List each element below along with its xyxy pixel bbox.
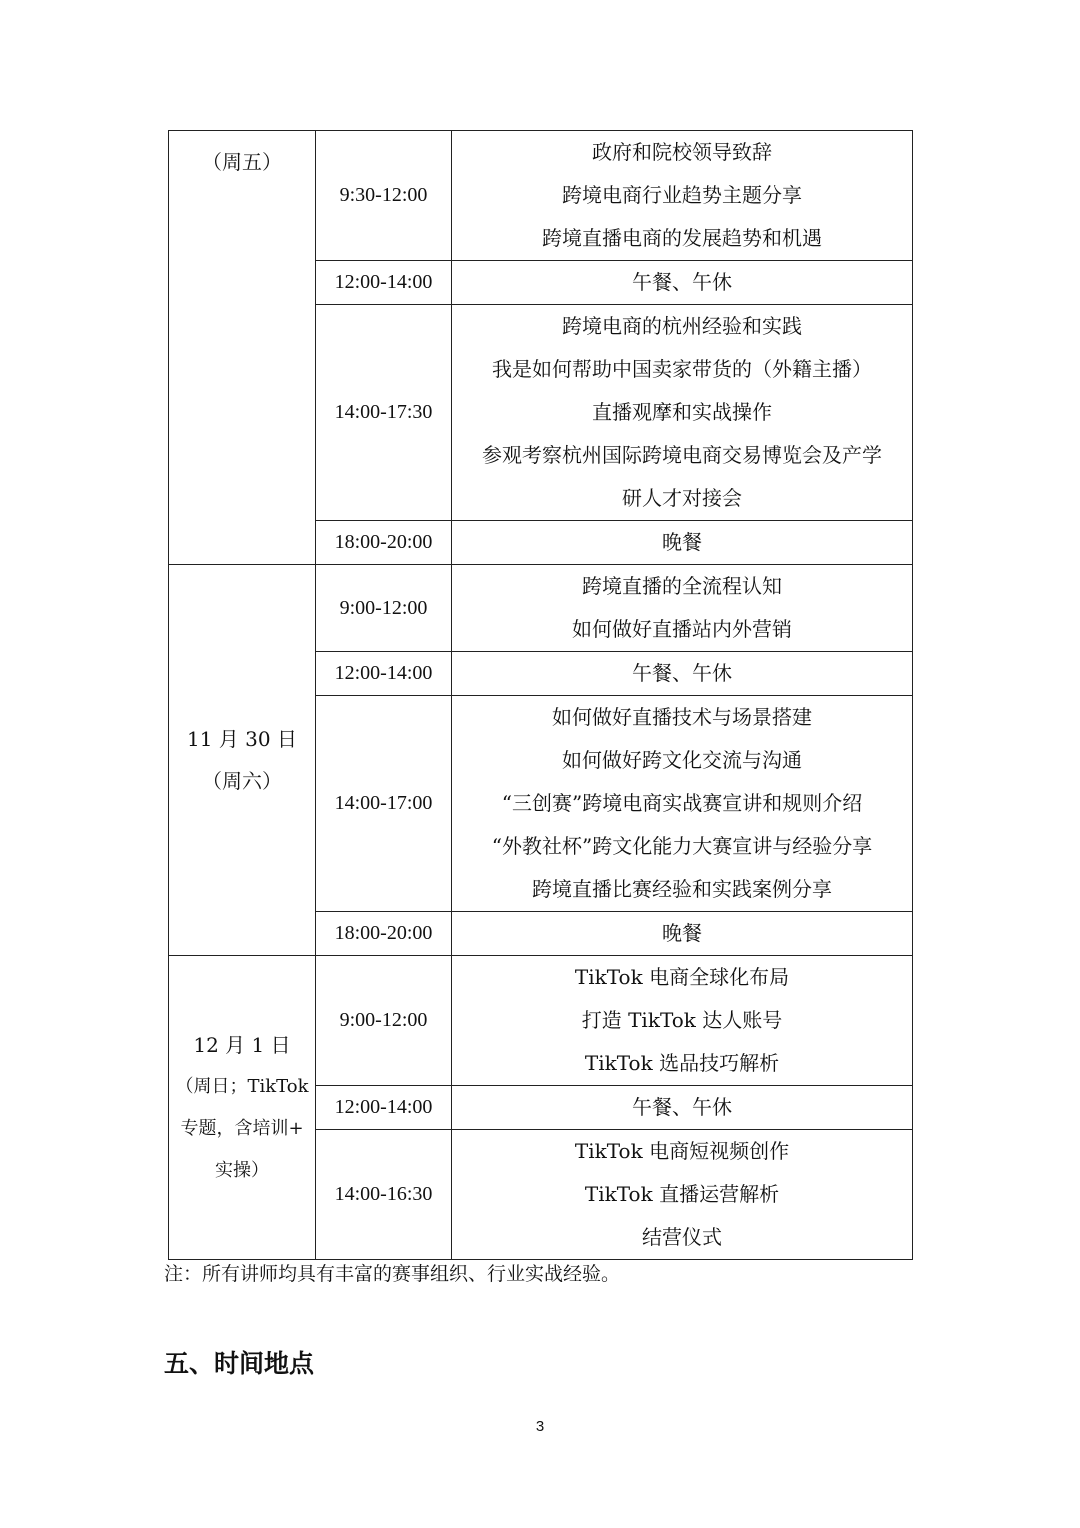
time-cell: 9:00-12:00 — [316, 956, 452, 1086]
activity-item: 晚餐 — [662, 921, 702, 945]
date-line: 专题，含培训+ — [180, 1117, 304, 1139]
activity-cell — [452, 912, 913, 956]
time-cell: 14:00-16:30 — [316, 1130, 452, 1260]
schedule-row — [169, 131, 913, 261]
activity-cell — [452, 1086, 913, 1130]
date-cell — [169, 956, 316, 1260]
activity-item: 跨境直播电商的发展趋势和机遇 — [542, 226, 822, 250]
activity-item: 跨境电商的杭州经验和实践 — [562, 314, 802, 338]
time-cell: 9:30-12:00 — [316, 131, 452, 261]
schedule-row — [169, 565, 913, 652]
activity-item: 跨境直播的全流程认知 — [582, 574, 782, 598]
activity-item: TikTok 电商短视频创作 — [574, 1139, 790, 1163]
date-cell — [169, 565, 316, 956]
activity-item: 如何做好直播站内外营销 — [572, 617, 792, 641]
time-cell: 12:00-14:00 — [316, 652, 452, 696]
activity-cell — [452, 652, 913, 696]
activity-item: 跨境电商行业趋势主题分享 — [562, 183, 802, 207]
page-number: 3 — [535, 1418, 545, 1435]
activity-item: 研人才对接会 — [622, 486, 742, 510]
activity-item: 参观考察杭州国际跨境电商交易博览会及产学 — [482, 443, 882, 467]
activity-item: 晚餐 — [662, 530, 702, 554]
activity-item: “三创赛”跨境电商实战赛宣讲和规则介绍 — [501, 791, 863, 815]
footnote: 注：所有讲师均具有丰富的赛事组织、行业实战经验。 — [164, 1263, 621, 1285]
activity-cell — [452, 1130, 913, 1260]
activity-item: 政府和院校领导致辞 — [592, 140, 772, 164]
activity-cell — [452, 956, 913, 1086]
activity-item: TikTok 直播运营解析 — [584, 1182, 780, 1206]
activity-item: 打造 TikTok 达人账号 — [581, 1008, 783, 1032]
date-line: （周五） — [202, 150, 282, 174]
activity-cell — [452, 131, 913, 261]
activity-item: 如何做好直播技术与场景搭建 — [552, 705, 812, 729]
date-line: 实操） — [215, 1159, 269, 1181]
activity-item: 午餐、午休 — [632, 661, 732, 685]
date-line: （周六） — [202, 769, 282, 793]
activity-cell — [452, 565, 913, 652]
date-line: 11 月 30 日 — [187, 727, 297, 751]
activity-cell — [452, 521, 913, 565]
date-line: （周日；TikTok — [175, 1075, 309, 1097]
activity-item: TikTok 选品技巧解析 — [584, 1051, 780, 1075]
time-cell: 14:00-17:30 — [316, 305, 452, 521]
activity-item: 我是如何帮助中国卖家带货的（外籍主播） — [492, 357, 872, 381]
activity-item: 跨境直播比赛经验和实践案例分享 — [532, 877, 832, 901]
time-cell: 14:00-17:00 — [316, 696, 452, 912]
schedule-row — [169, 956, 913, 1086]
time-cell: 12:00-14:00 — [316, 261, 452, 305]
activity-item: 如何做好跨文化交流与沟通 — [562, 748, 802, 772]
activity-item: 午餐、午休 — [632, 270, 732, 294]
time-cell: 9:00-12:00 — [316, 565, 452, 652]
activity-cell — [452, 305, 913, 521]
schedule-table — [168, 130, 913, 1260]
date-line: 12 月 1 日 — [193, 1032, 291, 1057]
activity-item: 直播观摩和实战操作 — [592, 400, 772, 424]
activity-item: TikTok 电商全球化布局 — [574, 965, 790, 989]
activity-item: 结营仪式 — [642, 1225, 722, 1249]
time-cell: 18:00-20:00 — [316, 521, 452, 565]
activity-cell — [452, 696, 913, 912]
date-cell — [169, 131, 316, 565]
section-heading: 五、时间地点 — [164, 1349, 315, 1378]
activity-item: 午餐、午休 — [632, 1095, 732, 1119]
time-cell: 18:00-20:00 — [316, 912, 452, 956]
activity-cell — [452, 261, 913, 305]
time-cell: 12:00-14:00 — [316, 1086, 452, 1130]
activity-item: “外教社杯”跨文化能力大赛宣讲与经验分享 — [491, 834, 873, 858]
